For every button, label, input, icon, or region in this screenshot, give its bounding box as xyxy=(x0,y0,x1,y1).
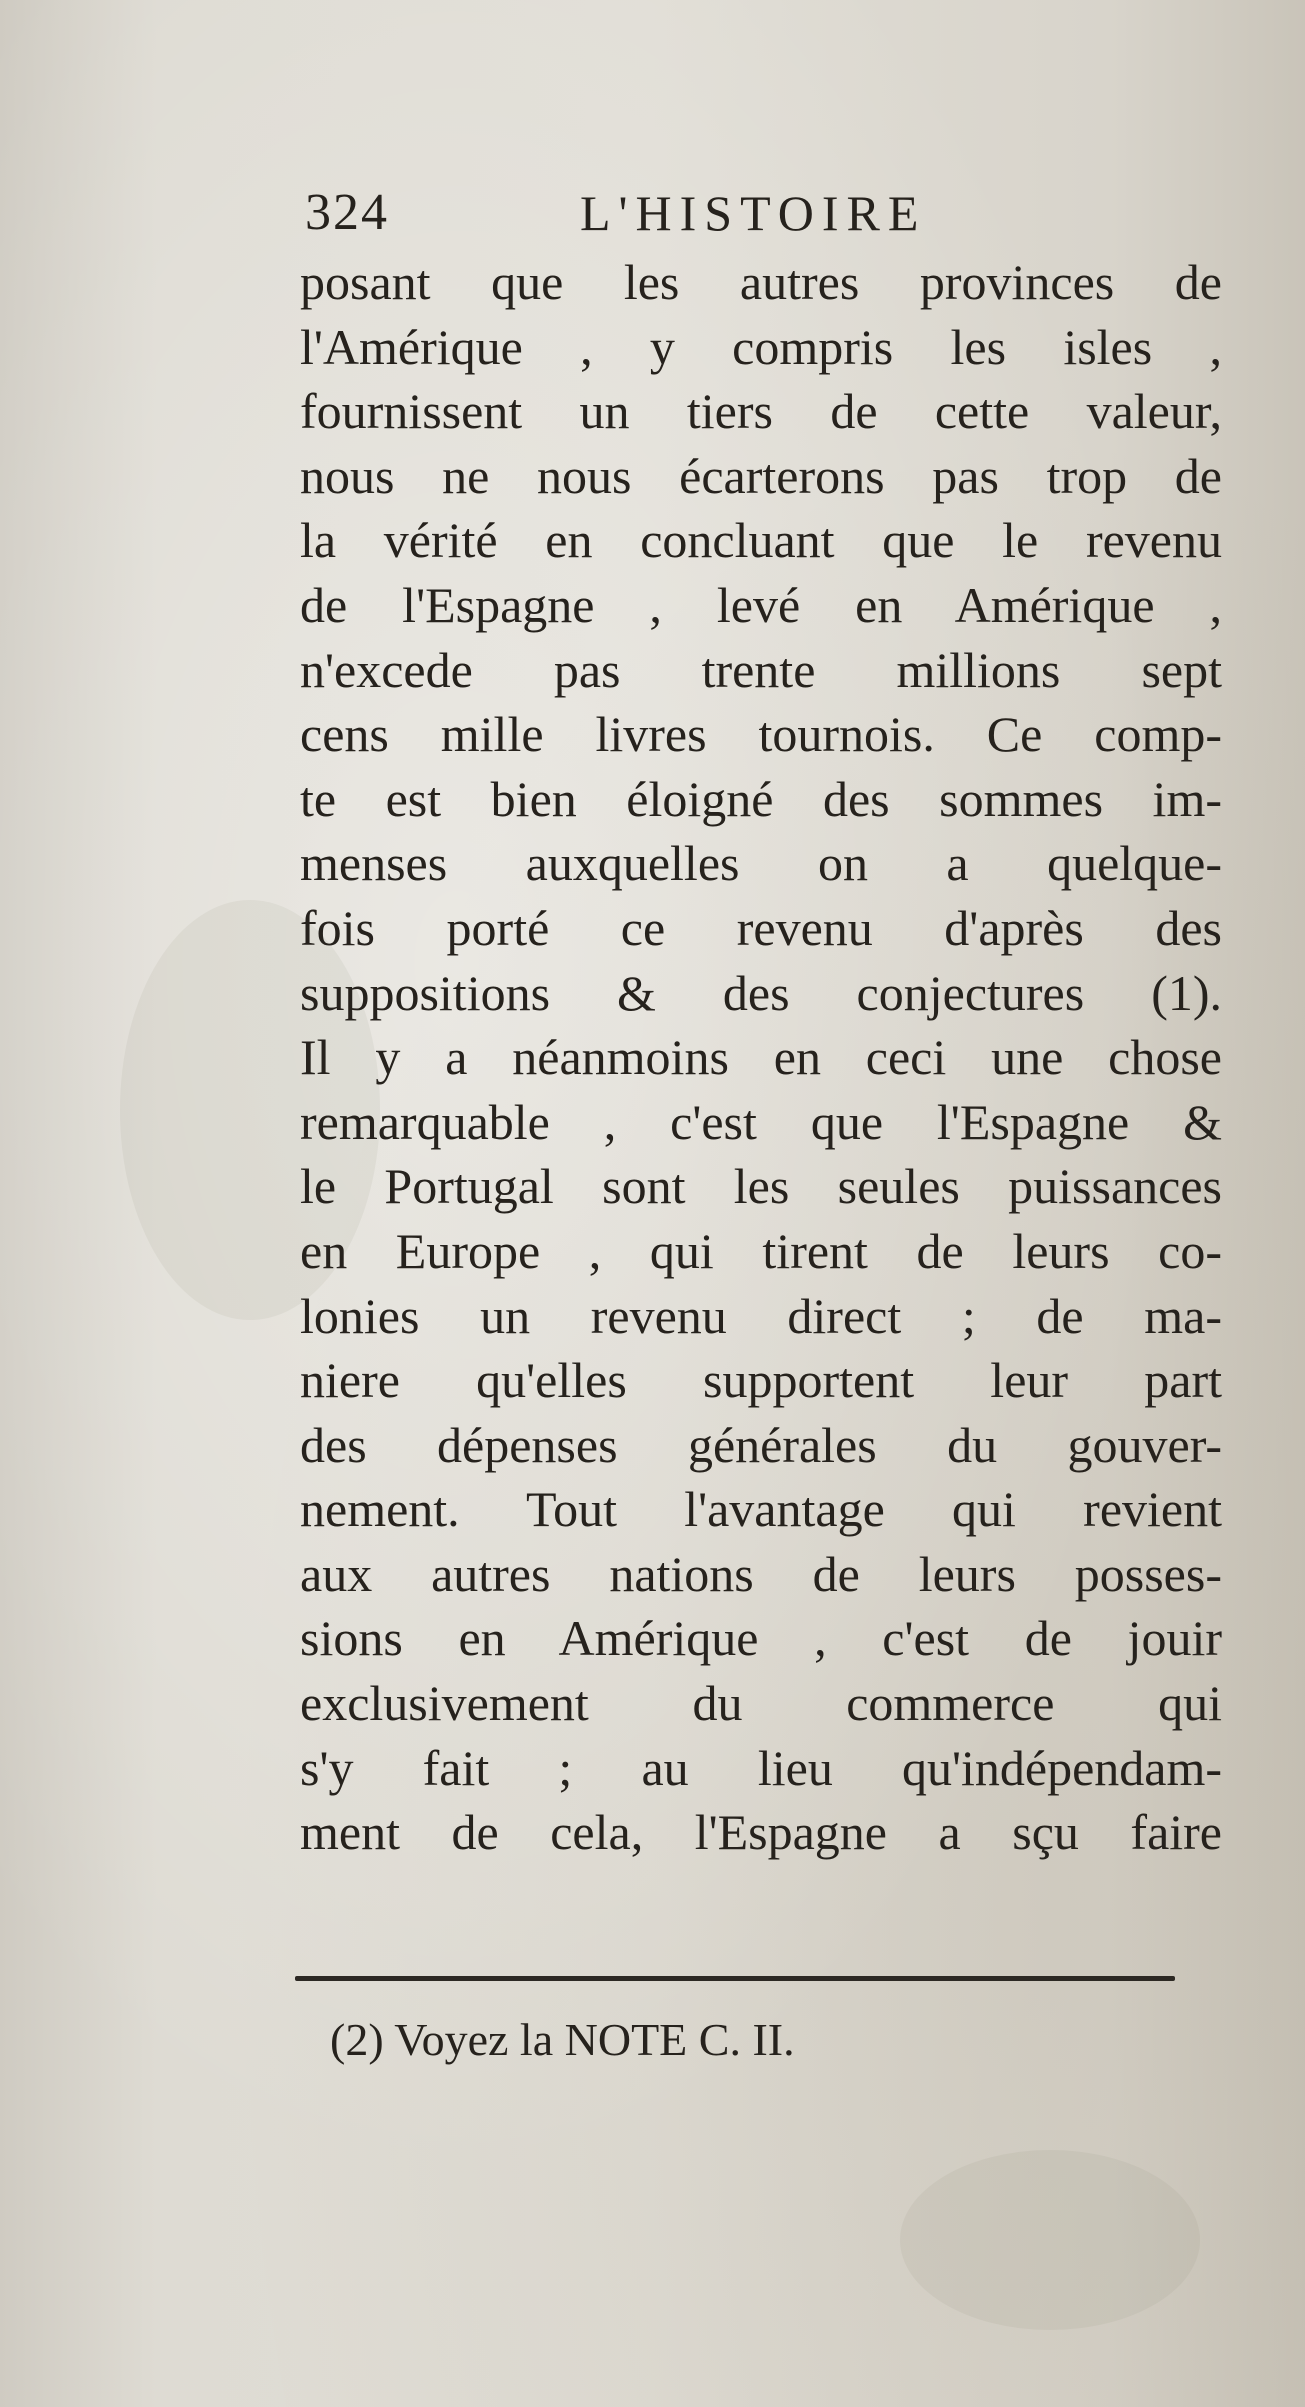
text-line: remarquable , c'est que l'Espagne & xyxy=(300,1093,1222,1150)
text-line: ment de cela, l'Espagne a sçu faire xyxy=(300,1804,1222,1861)
text-line: menses auxquelles on a quelque- xyxy=(300,835,1222,892)
text-line: s'y fait ; au lieu qu'indépendam- xyxy=(300,1739,1222,1796)
text-line: lonies un revenu direct ; de ma- xyxy=(300,1287,1222,1344)
text-line: n'excede pas trente millions sept xyxy=(300,641,1222,698)
text-line: fournissent un tiers de cette valeur, xyxy=(300,383,1222,440)
text-line: des dépenses générales du gouver- xyxy=(300,1416,1222,1473)
text-line: nous ne nous écarterons pas trop de xyxy=(300,447,1222,504)
text-line: en Europe , qui tirent de leurs co- xyxy=(300,1222,1222,1279)
page-number: 324 xyxy=(305,184,389,241)
text-line: le Portugal sont les seules puissances xyxy=(300,1158,1222,1215)
footnote-rule xyxy=(295,1976,1175,1981)
text-line: Il y a néanmoins en ceci une chose xyxy=(300,1029,1222,1086)
text-line: la vérité en concluant que le revenu xyxy=(300,512,1222,569)
body-text xyxy=(300,250,1222,1865)
text-line: te est bien éloigné des sommes im- xyxy=(300,770,1222,827)
text-line: niere qu'elles supportent leur part xyxy=(300,1352,1222,1409)
text-line: fois porté ce revenu d'après des xyxy=(300,899,1222,956)
page-header xyxy=(305,178,1025,248)
text-line: posant que les autres provinces de xyxy=(300,254,1222,310)
text-line: aux autres nations de leurs posses- xyxy=(300,1545,1222,1602)
text-line: nement. Tout l'avantage qui revient xyxy=(300,1481,1222,1538)
running-head: L'HISTOIRE xyxy=(580,185,927,241)
text-line: exclusivement du commerce qui xyxy=(300,1675,1222,1732)
footnote: (2) Voyez la NOTE C. II. xyxy=(330,2014,795,2065)
text-line: de l'Espagne , levé en Amérique , xyxy=(300,576,1222,633)
text-line: l'Amérique , y compris les isles , xyxy=(300,318,1222,375)
text-line: sions en Amérique , c'est de jouir xyxy=(300,1610,1222,1667)
text-line: suppositions & des conjectures (1). xyxy=(300,964,1222,1021)
paper-stain xyxy=(900,2150,1200,2330)
text-line: cens mille livres tournois. Ce comp- xyxy=(300,706,1222,763)
